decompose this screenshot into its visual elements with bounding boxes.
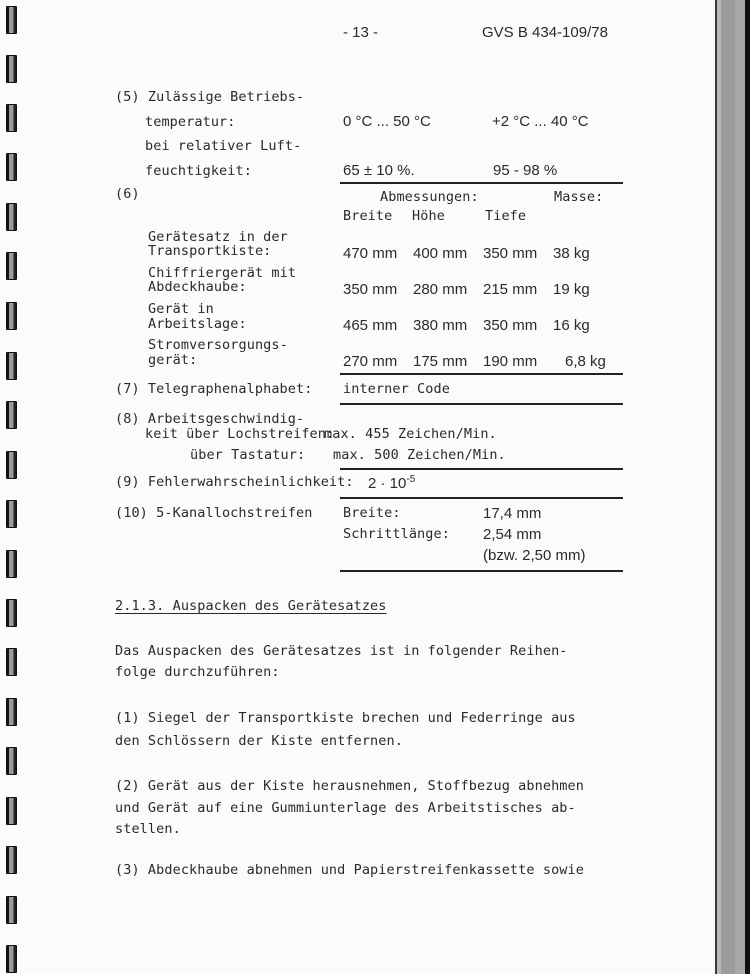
punch-hole (6, 648, 17, 676)
punch-hole (6, 203, 17, 231)
punch-hole (6, 747, 17, 775)
divider (340, 373, 623, 375)
cell-depth: 350 mm (483, 245, 538, 262)
punch-hole (6, 153, 17, 181)
field-label: Schrittlänge: (343, 526, 450, 542)
spec-label: temperatur: (145, 114, 236, 130)
spec-value: interner Code (343, 381, 450, 397)
punch-hole (6, 896, 17, 924)
punch-hole (6, 500, 17, 528)
paragraph-line: (1) Siegel der Transportkiste brechen und Federringe aus (115, 710, 576, 726)
row-name: Gerät in (148, 301, 214, 317)
cell-mass: 6,8 kg (565, 353, 606, 370)
divider (340, 182, 623, 184)
cell-height: 280 mm (413, 281, 468, 298)
value-base: 2 · 10 (368, 475, 407, 492)
row-name: Gerätesatz in der (148, 229, 288, 245)
column-depth: Tiefe (485, 208, 527, 224)
row-name: Stromversorgungs- (148, 337, 288, 353)
dimensions-header: Abmessungen: (380, 189, 479, 205)
paragraph-line: und Gerät auf eine Gummiunterlage des Arbeitstisches ab- (115, 800, 576, 816)
cell-width: 470 mm (343, 245, 398, 262)
spec-value: max. 500 Zeichen/Min. (333, 447, 506, 463)
spec-label: (5) Zulässige Betriebs- (115, 89, 305, 105)
section-heading: 2.1.3. Auspacken des Gerätesatzes (115, 598, 387, 614)
mass-header: Masse: (554, 189, 604, 205)
divider (340, 570, 623, 572)
punch-hole (6, 302, 17, 330)
spec-label: bei relativer Luft- (145, 138, 302, 154)
scan-edge-strip (715, 0, 750, 974)
punch-hole (6, 55, 17, 83)
row-name: Arbeitslage: (148, 316, 247, 332)
paragraph-line: Das Auspacken des Gerätesatzes ist in folgender Reihen- (115, 643, 568, 659)
temperature-range-operating: 0 °C ... 50 °C (343, 113, 431, 130)
row-name: gerät: (148, 352, 198, 368)
spec-label: feuchtigkeit: (145, 163, 252, 179)
cell-depth: 350 mm (483, 317, 538, 334)
punch-hole (6, 451, 17, 479)
field-value: 2,54 mm (483, 526, 542, 543)
divider (340, 497, 623, 499)
cell-depth: 190 mm (483, 353, 538, 370)
cell-width: 270 mm (343, 353, 398, 370)
page-number: - 13 - (343, 24, 379, 41)
punch-hole (6, 797, 17, 825)
cell-width: 350 mm (343, 281, 398, 298)
column-width: Breite (343, 208, 393, 224)
punch-hole (6, 401, 17, 429)
cell-mass: 38 kg (553, 245, 590, 262)
spec-value: max. 455 Zeichen/Min. (324, 426, 497, 442)
row-name: Abdeckhaube: (148, 279, 247, 295)
temperature-range-extended: +2 °C ... 40 °C (492, 113, 589, 130)
spec-label: über Tastatur: (190, 447, 306, 463)
spec-label: (10) 5-Kanallochstreifen (115, 505, 313, 521)
punch-hole (6, 6, 17, 34)
row-name: Transportkiste: (148, 243, 272, 259)
cell-width: 465 mm (343, 317, 398, 334)
cell-mass: 16 kg (553, 317, 590, 334)
spec-label: (6) (115, 186, 140, 202)
paragraph-line: stellen. (115, 821, 181, 837)
spec-label: (9) Fehlerwahrscheinlichkeit: (115, 474, 354, 490)
cell-mass: 19 kg (553, 281, 590, 298)
field-label: Breite: (343, 505, 401, 521)
spec-label: (7) Telegraphenalphabet: (115, 381, 313, 397)
field-value: (bzw. 2,50 mm) (483, 547, 586, 564)
humidity-operating: 65 ± 10 %. (343, 162, 415, 179)
punch-hole (6, 352, 17, 380)
paragraph-line: (2) Gerät aus der Kiste herausnehmen, Stoffbezug abnehmen (115, 778, 584, 794)
row-name: Chiffriergerät mit (148, 265, 297, 281)
punch-hole (6, 698, 17, 726)
punch-hole (6, 599, 17, 627)
cell-height: 400 mm (413, 245, 468, 262)
paragraph-line: folge durchzuführen: (115, 664, 280, 680)
divider (340, 468, 623, 470)
value-exponent: -5 (406, 474, 416, 485)
paragraph-line: den Schlössern der Kiste entfernen. (115, 733, 403, 749)
punch-hole (6, 252, 17, 280)
spec-label: keit über Lochstreifen: (145, 426, 335, 442)
paragraph-line: (3) Abdeckhaube abnehmen und Papierstreifenkassette sowie (115, 862, 584, 878)
punch-hole (6, 104, 17, 132)
cell-depth: 215 mm (483, 281, 538, 298)
divider (340, 403, 623, 405)
spec-label: (8) Arbeitsgeschwindig- (115, 411, 305, 427)
cell-height: 380 mm (413, 317, 468, 334)
spec-value (368, 474, 415, 492)
punch-hole (6, 846, 17, 874)
document-id: GVS B 434-109/78 (482, 24, 608, 41)
cell-height: 175 mm (413, 353, 468, 370)
field-value: 17,4 mm (483, 505, 542, 522)
punch-hole (6, 945, 17, 973)
punch-hole (6, 550, 17, 578)
column-height: Höhe (412, 208, 445, 224)
humidity-extended: 95 - 98 % (493, 162, 558, 179)
